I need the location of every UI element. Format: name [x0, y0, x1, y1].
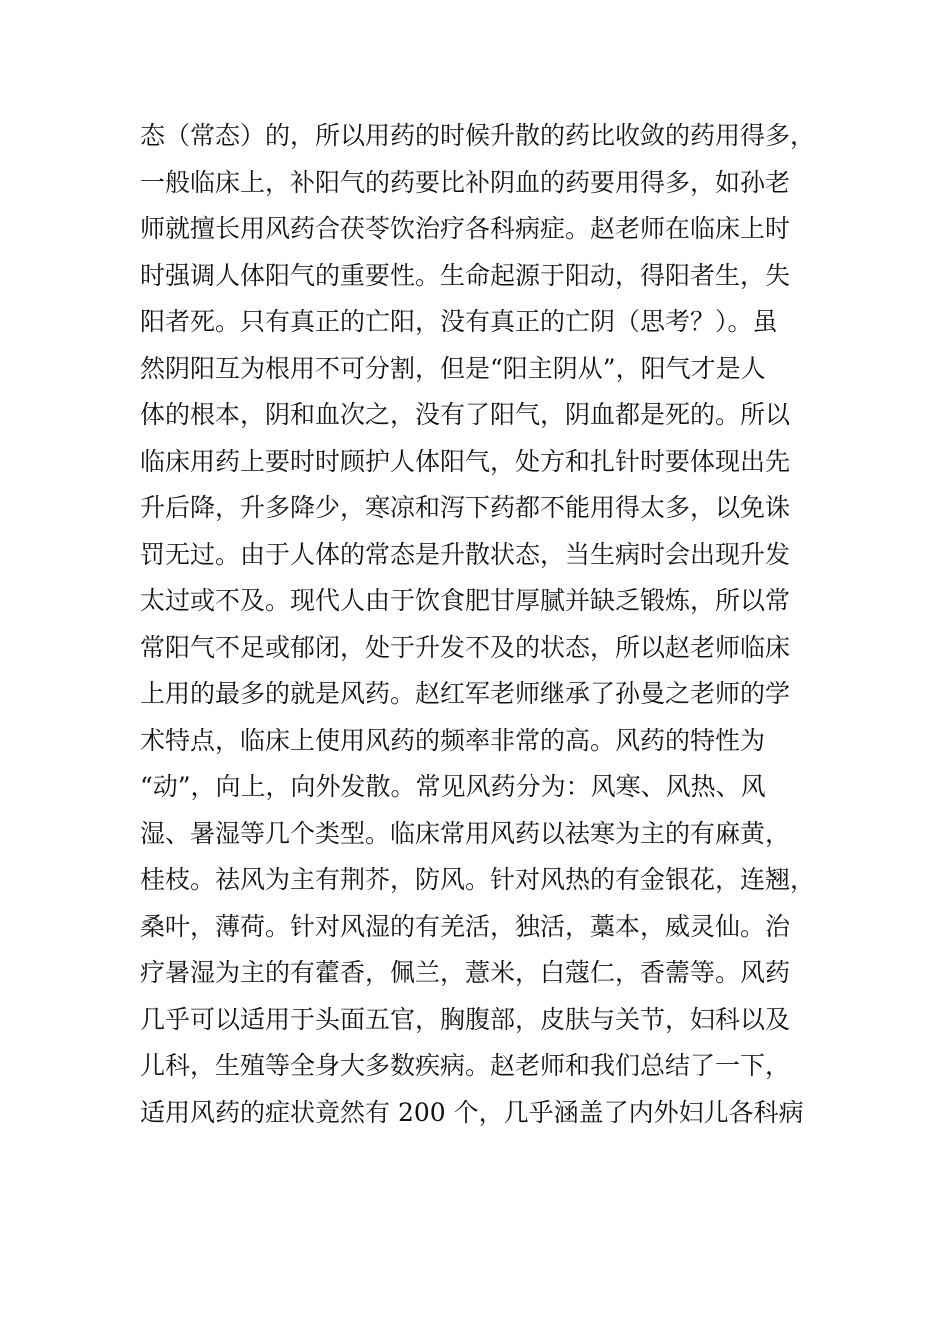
- text-line: 师就擅长用风药合茯苓饮治疗各科病症。赵老师在临床上时: [140, 214, 791, 243]
- body-text: [140, 113, 840, 1136]
- text-line: 上用的最多的就是风药。赵红军老师继承了孙曼之老师的学: [140, 679, 791, 708]
- text-line: 桂枝。祛风为主有荆芥，防风。针对风热的有金银花，连翘，: [140, 865, 816, 894]
- text-line: 太过或不及。现代人由于饮食肥甘厚腻并缺乏锻炼，所以常: [140, 586, 791, 615]
- text-line: “动”，向上，向外发散。常见风药分为：风寒、风热、风: [140, 772, 766, 801]
- text-line: 体的根本，阴和血次之，没有了阳气，阴血都是死的。所以: [140, 400, 791, 429]
- text-line: 然阴阳互为根用不可分割，但是“阳主阴从”，阳气才是人: [140, 353, 766, 383]
- text-line: 阳者死。只有真正的亡阳，没有真正的亡阴（思考？）。虽: [140, 307, 778, 336]
- text-line: 疗暑湿为主的有藿香，佩兰，薏米，白蔻仁，香薷等。风药: [140, 958, 791, 987]
- text-line: 术特点，临床上使用风药的频率非常的高。风药的特性为: [140, 725, 766, 755]
- text-line: 临床用药上要时时顾护人体阳气，处方和扎针时要体现出先: [140, 446, 791, 476]
- text-line: 适用风药的症状竟然有 200 个，几乎涵盖了内外妇儿各科病: [140, 1097, 804, 1127]
- text-line: 桑叶，薄荷。针对风湿的有羌活，独活，藁本，威灵仙。治: [140, 911, 791, 941]
- text-line: 儿科，生殖等全身大多数疾病。赵老师和我们总结了一下，: [140, 1051, 791, 1080]
- text-line: 几乎可以适用于头面五官，胸腹部，皮肤与关节，妇科以及: [140, 1004, 791, 1034]
- text-line: 湿、暑湿等几个类型。临床常用风药以祛寒为主的有麻黄，: [140, 818, 791, 848]
- text-line: 时强调人体阳气的重要性。生命起源于阳动，得阳者生，失: [140, 260, 791, 290]
- text-line: 罚无过。由于人体的常态是升散状态，当生病时会出现升发: [140, 539, 791, 569]
- text-line: 态（常态）的，所以用药的时候升散的药比收敛的药用得多，: [140, 121, 816, 150]
- text-line: 一般临床上，补阳气的药要比补阴血的药要用得多，如孙老: [140, 167, 791, 197]
- text-line: 升后降，升多降少，寒凉和泻下药都不能用得太多，以免诛: [140, 493, 791, 522]
- text-line: 常阳气不足或郁闭，处于升发不及的状态，所以赵老师临床: [140, 632, 791, 662]
